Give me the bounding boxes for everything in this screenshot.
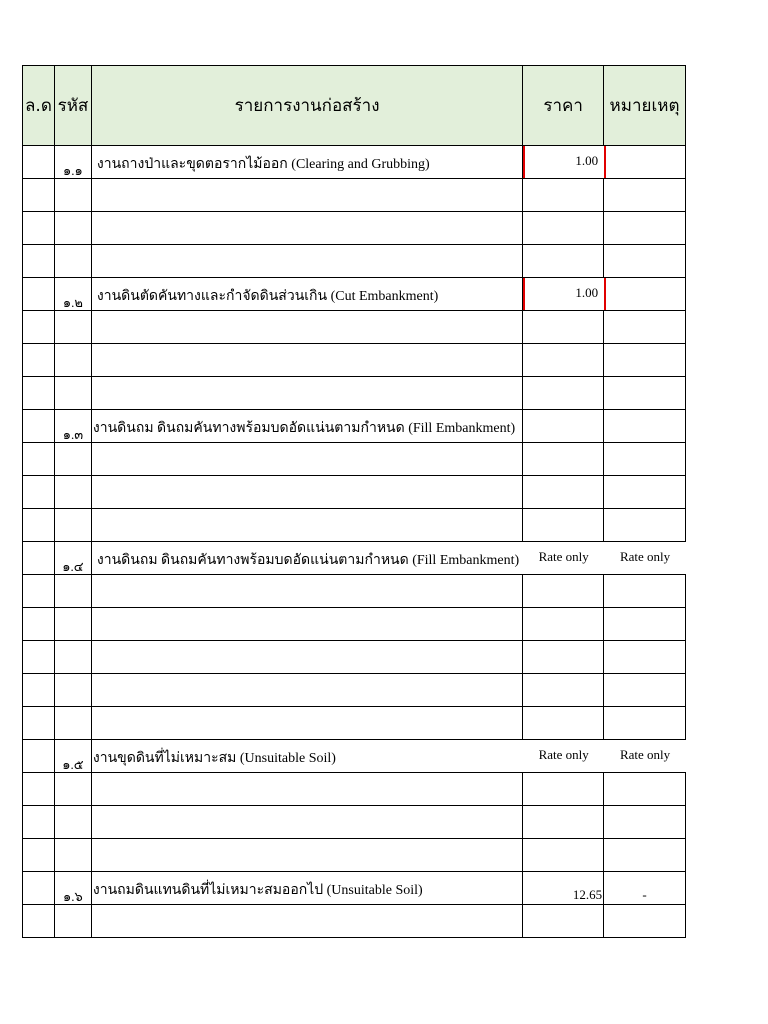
table-row — [22, 146, 686, 179]
item-price: 1.00 — [575, 285, 599, 300]
table-row — [22, 707, 686, 740]
item-remark: Rate only — [619, 549, 671, 564]
bill-of-quantities-table — [22, 65, 686, 938]
item-remark: Rate only — [619, 747, 671, 762]
item-description: งานดินถม ดินถมคันทางพร้อมบดอัดแน่นตามกำหนด (Fill Embankment) — [92, 421, 516, 436]
table-row — [22, 872, 686, 905]
table-row — [22, 278, 686, 311]
item-code: ๑.๖ — [63, 889, 83, 904]
header-code: รหัส — [55, 66, 92, 145]
table-row — [22, 212, 686, 245]
table-row — [22, 245, 686, 278]
table-row — [22, 377, 686, 410]
table-row — [22, 740, 686, 773]
table-row — [22, 806, 686, 839]
item-price: Rate only — [538, 747, 589, 762]
item-description: งานขุดดินที่ไม่เหมาะสม (Unsuitable Soil) — [92, 751, 336, 766]
table-row — [22, 311, 686, 344]
table-row — [22, 344, 686, 377]
table-row — [22, 542, 686, 575]
table-row — [22, 773, 686, 806]
table-row — [22, 410, 686, 443]
item-description: งานถางป่าและขุดตอรากไม้ออก (Clearing and Grubbing) — [96, 157, 430, 172]
header-description: รายการงานก่อสร้าง — [92, 66, 523, 145]
item-code: ๑.๕ — [62, 757, 84, 772]
header-price: ราคา — [523, 66, 604, 145]
item-description: งานดินถม ดินถมคันทางพร้อมบดอัดแน่นตามกำหนด (Fill Embankment) — [96, 553, 520, 568]
table-row — [22, 905, 686, 938]
item-price: 12.65 — [572, 887, 603, 902]
item-description: งานถมดินแทนดินที่ไม่เหมาะสมออกไป (Unsuitable Soil) — [92, 883, 423, 898]
table-row — [22, 839, 686, 872]
table-row — [22, 575, 686, 608]
item-price: Rate only — [538, 549, 589, 564]
table-row — [22, 608, 686, 641]
item-code: ๑.๑ — [63, 163, 83, 178]
item-description: งานดินตัดคันทางและกำจัดดินส่วนเกิน (Cut Embankment) — [96, 289, 439, 304]
table-row — [22, 641, 686, 674]
table-row — [22, 443, 686, 476]
item-code: ๑.๒ — [62, 295, 83, 310]
item-code: ๑.๓ — [62, 427, 84, 442]
table-row — [22, 476, 686, 509]
table-header — [22, 65, 686, 146]
table-row — [22, 674, 686, 707]
item-price: 1.00 — [575, 153, 599, 168]
table-row — [22, 179, 686, 212]
item-code: ๑.๔ — [62, 559, 84, 574]
item-remark: - — [642, 887, 647, 902]
table-row — [22, 509, 686, 542]
header-sequence: ล.ด — [23, 66, 55, 145]
header-remark: หมายเหตุ — [604, 66, 686, 145]
